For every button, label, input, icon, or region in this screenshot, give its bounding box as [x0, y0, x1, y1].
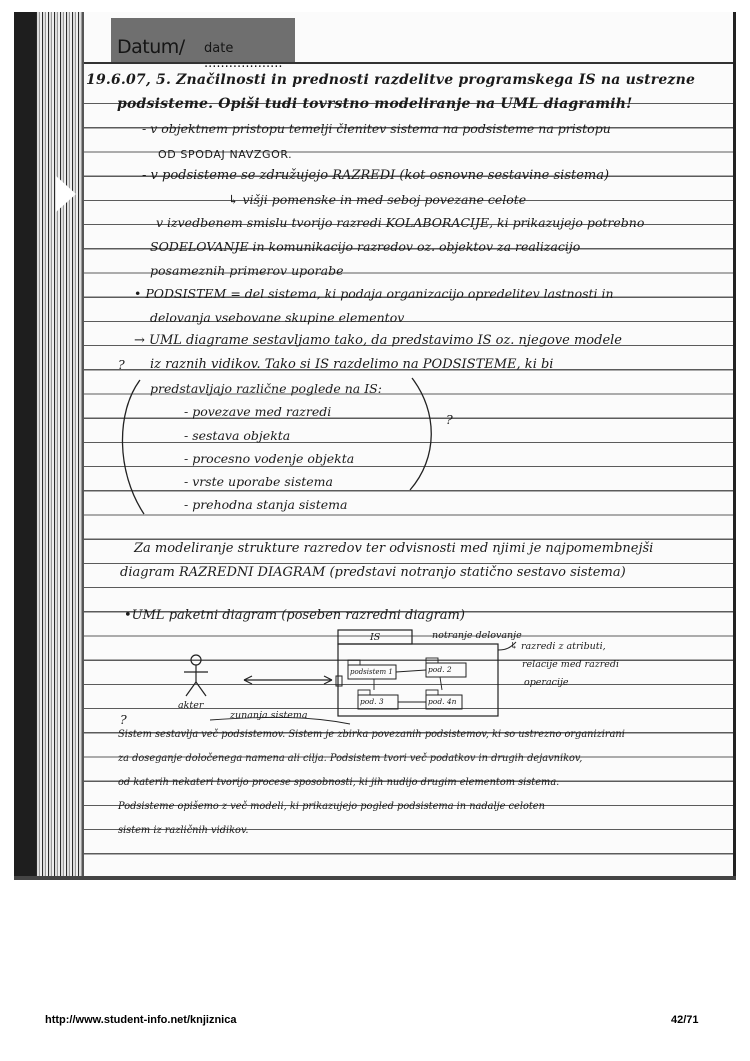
note-line: - v podsisteme se združujejo RAZREDI (kot osnovne sestavine sistema): [142, 168, 610, 183]
bullet-item: - vrste uporabe sistema: [184, 474, 333, 489]
note-line: - v objektnem pristopu temelji členitev sistema na podsisteme na pristopu: [142, 121, 611, 136]
note-line: v izvedbenem smislu tvorijo razredi KOLABORACIJE, ki prikazujejo potrebno: [156, 215, 645, 230]
note-line: → UML diagrame sestavljamo tako, da predstavimo IS oz. njegove modele: [134, 333, 622, 348]
footnote-line: za doseganje določenega namena ali cilja. Podsistem tvori več podatkov in drugih dejavnikov,: [118, 753, 583, 764]
note-line: delovanja vsebovane skupine elementov: [150, 310, 405, 325]
note-line: iz raznih vidikov. Tako si IS razdelimo na PODSISTEME, ki bi: [150, 357, 554, 372]
question-title-line-1: 19.6.07, 5. Značilnosti in prednosti razdelitve programskega IS na ustrezne: [86, 72, 696, 88]
page-tab-marker: [56, 176, 76, 212]
note-line: OD SPODAJ NAVZGOR.: [158, 148, 293, 161]
diagram-label: IS: [370, 632, 381, 643]
source-url: http://www.student-info.net/knjiznica: [45, 1014, 237, 1026]
footnote-line: Podsisteme opišemo z več modeli, ki prikazujejo pogled podsistema in nadalje celoten: [118, 801, 545, 812]
margin-question-mark: ?: [446, 412, 453, 427]
diagram-note: zunanja sistema: [230, 710, 308, 721]
diagram-label: podsistem 1: [350, 668, 393, 676]
note-line: predstavljajo različne poglede na IS:: [150, 381, 382, 396]
paper-bottom-edge: [14, 876, 736, 880]
note-line: ↳ višji pomenske in med seboj povezane celote: [228, 192, 527, 207]
footnote-line: Sistem sestavlja več podsistemov. Sistem je zbirka povezanih podsistemov, ki so ustrezno organizirani: [118, 729, 625, 740]
header-rule: [84, 62, 736, 64]
note-line: Za modeliranje strukture razredov ter odvisnosti med njimi je najpomembnejši: [134, 541, 654, 556]
margin-question-mark: ?: [118, 357, 125, 372]
package-diagram: [150, 620, 650, 730]
question-title-line-2: podsisteme. Opiši tudi tovrstno modeliranje na UML diagramih!: [117, 96, 633, 112]
diagram-label: pod. 4n: [428, 697, 457, 706]
diagram-note: relacije med razredi: [522, 659, 620, 670]
date-label: Datum/: [117, 36, 185, 58]
diagram-note: notranje delovanje: [432, 630, 522, 641]
note-line: SODELOVANJE in komunikacijo razredov oz. objektov za realizacijo: [150, 239, 581, 254]
actor-label: akter: [178, 700, 204, 711]
diagram-note: operacije: [524, 677, 569, 688]
diagram-label: pod. 2: [428, 665, 452, 674]
margin-question-mark: ?: [120, 712, 127, 727]
actor-head: [191, 655, 201, 665]
diagram-note: ↳ razredi z atributi,: [510, 641, 606, 652]
note-line: diagram RAZREDNI DIAGRAM (predstavi notranjo statično sestavo sistema): [120, 565, 626, 580]
bullet-item: - povezave med razredi: [184, 404, 332, 419]
note-line: posameznih primerov uporabe: [150, 263, 344, 278]
page-number: 42/71: [671, 1014, 699, 1026]
note-line: • PODSISTEM = del sistema, ki podaja organizacijo opredelitev lastnosti in: [134, 286, 614, 301]
date-sublabel: date ...................: [204, 41, 283, 71]
bullet-item: - sestava objekta: [184, 428, 291, 443]
footnote-line: od katerih nekateri tvorijo procese sposobnosti, ki jih nudijo drugim elementom sistema.: [118, 777, 560, 788]
section-heading: •UML paketni diagram (poseben razredni diagram): [124, 608, 465, 623]
paper-right-edge: [733, 12, 736, 880]
page-stack-edge: [36, 12, 82, 880]
diagram-label: pod. 3: [360, 697, 384, 706]
bullet-item: - procesno vodenje objekta: [184, 451, 355, 466]
bullet-item: - prehodna stanja sistema: [184, 497, 348, 512]
notebook-binding: [14, 12, 36, 880]
footnote-line: sistem iz različnih vidikov.: [118, 825, 249, 836]
date-field: [111, 18, 295, 71]
